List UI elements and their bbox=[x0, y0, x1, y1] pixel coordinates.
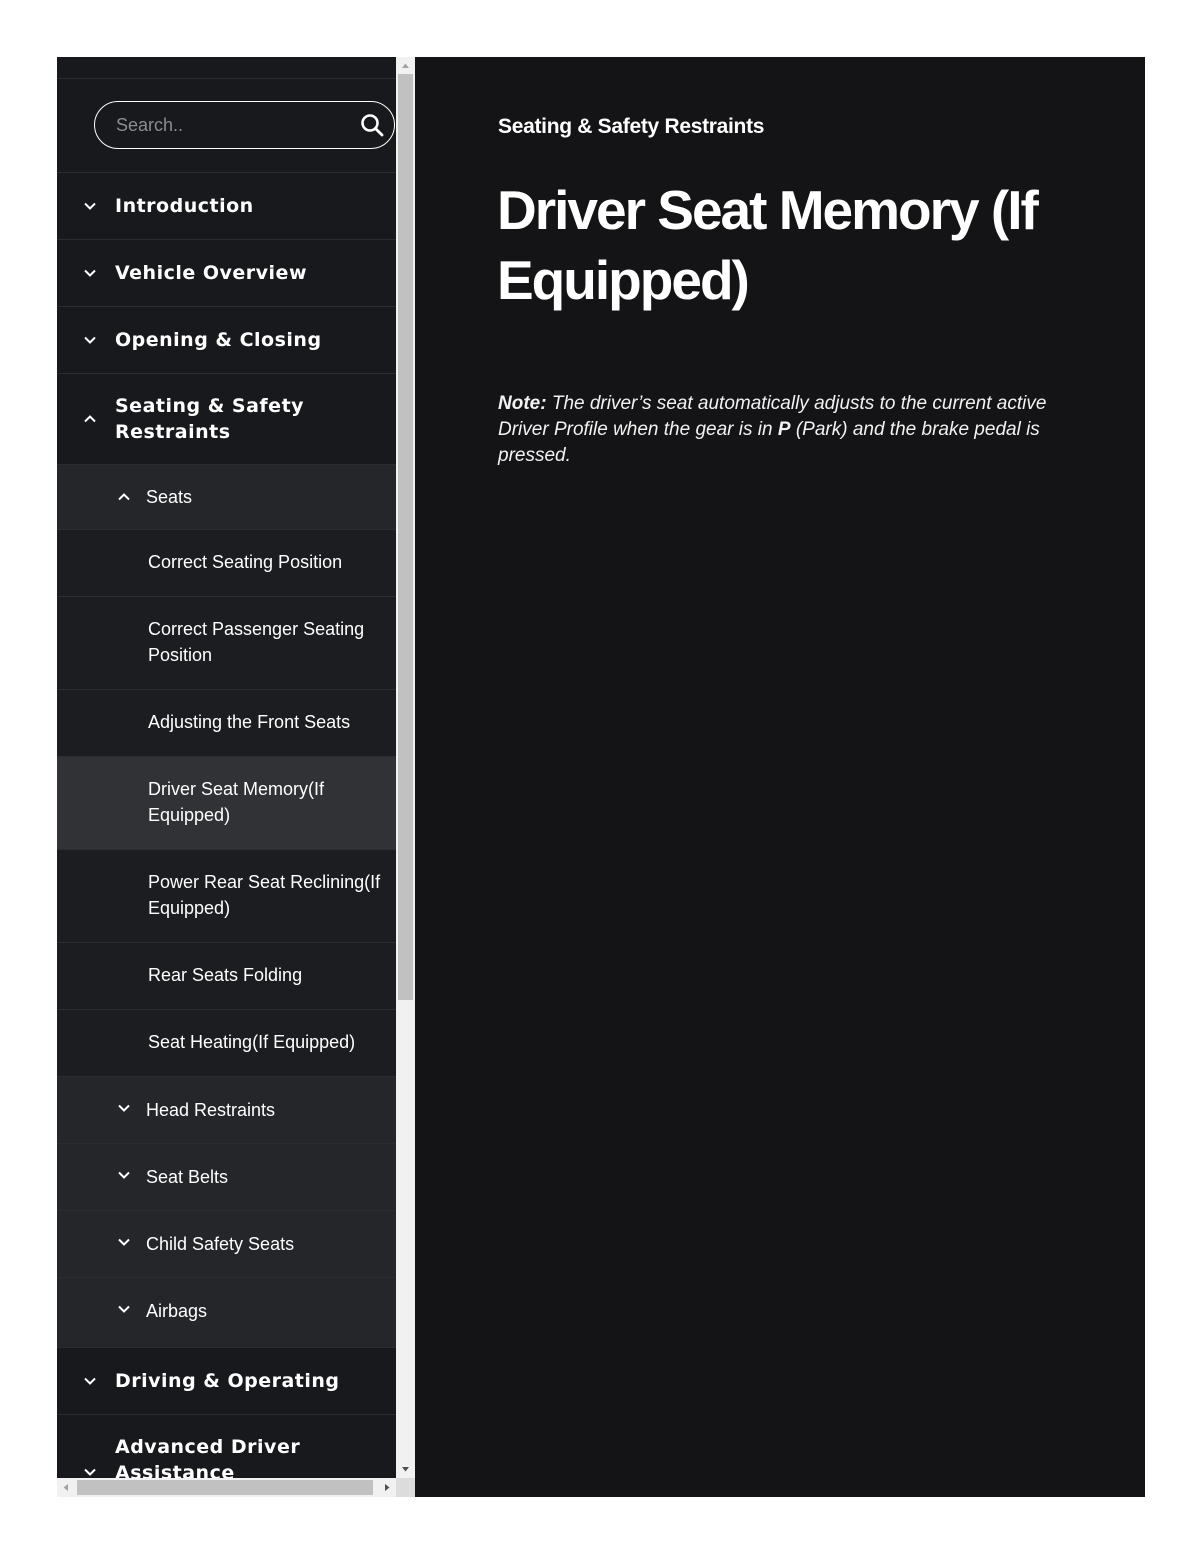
sidebar-item-seat-belts[interactable] bbox=[57, 1144, 396, 1211]
sidebar-item-label: Child Safety Seats bbox=[146, 1234, 295, 1254]
sidebar-item-label: Power Rear Seat Reclining(If Equipped) bbox=[148, 872, 381, 918]
sidebar-item-label: Head Restraints bbox=[146, 1100, 276, 1120]
chevron-down-icon bbox=[117, 1101, 131, 1115]
search-icon[interactable] bbox=[360, 113, 384, 137]
note-label: Note: bbox=[498, 393, 547, 414]
scrollbar-corner bbox=[396, 1478, 415, 1497]
sidebar-item-child-safety-seats[interactable] bbox=[57, 1211, 396, 1278]
sidebar-item-advanced-driver-assistance[interactable] bbox=[57, 1415, 396, 1478]
sidebar-nav bbox=[57, 57, 396, 1478]
sidebar-item-driver-seat-memory[interactable] bbox=[57, 757, 396, 850]
search-area bbox=[57, 79, 396, 173]
note-gear: P bbox=[777, 419, 791, 440]
sidebar-item-seats[interactable] bbox=[57, 465, 396, 530]
scroll-down-arrow-icon[interactable] bbox=[396, 1461, 415, 1478]
note-text-after: (Park) and the brake pedal is pressed. bbox=[498, 419, 1040, 466]
main-content bbox=[415, 57, 1145, 1497]
sidebar-item-label: Rear Seats Folding bbox=[148, 965, 303, 985]
chevron-down-icon bbox=[83, 266, 97, 280]
chevron-down-icon bbox=[117, 1302, 131, 1316]
chevron-down-icon bbox=[117, 1168, 131, 1182]
sidebar-item-seating-safety[interactable] bbox=[57, 374, 396, 465]
sidebar-item-label: Seat Belts bbox=[146, 1167, 229, 1187]
scroll-up-arrow-icon[interactable] bbox=[396, 57, 415, 74]
sidebar-item-power-rear-seat-reclining[interactable] bbox=[57, 850, 396, 943]
sidebar-item-correct-passenger-seating-position[interactable] bbox=[57, 597, 396, 690]
sidebar bbox=[57, 57, 415, 1497]
sidebar-item-label: Airbags bbox=[146, 1301, 208, 1321]
sidebar-item-label: Adjusting the Front Seats bbox=[148, 712, 351, 732]
chevron-down-icon bbox=[83, 333, 97, 347]
sidebar-item-airbags[interactable] bbox=[57, 1278, 396, 1348]
search-box[interactable] bbox=[94, 101, 395, 149]
sidebar-item-rear-seats-folding[interactable] bbox=[57, 943, 396, 1010]
sidebar-item-label: Seats bbox=[146, 487, 193, 507]
sidebar-item-label: Driver Seat Memory(If Equipped) bbox=[148, 779, 325, 825]
sidebar-item-head-restraints[interactable] bbox=[57, 1077, 396, 1144]
sidebar-item-opening-closing[interactable] bbox=[57, 307, 396, 374]
horizontal-scroll-thumb[interactable] bbox=[77, 1480, 373, 1495]
scroll-left-arrow-icon[interactable] bbox=[57, 1478, 74, 1497]
sidebar-item-vehicle-overview[interactable] bbox=[57, 240, 396, 307]
vertical-scroll-thumb[interactable] bbox=[398, 74, 413, 1000]
page-title: Driver Seat Memory (If Equipped) bbox=[497, 179, 1037, 311]
vertical-scrollbar[interactable] bbox=[396, 57, 415, 1478]
sidebar-item-correct-seating-position[interactable] bbox=[57, 530, 396, 597]
sidebar-item-label: Correct Seating Position bbox=[148, 552, 343, 572]
chevron-up-icon bbox=[117, 490, 131, 504]
sidebar-item-label: Seat Heating(If Equipped) bbox=[148, 1032, 356, 1052]
sidebar-item-label: Advanced Driver Assistance bbox=[115, 1436, 301, 1478]
sidebar-item-label: Vehicle Overview bbox=[115, 262, 307, 284]
sidebar-item-seat-heating[interactable] bbox=[57, 1010, 396, 1077]
chevron-down-icon bbox=[83, 1374, 97, 1388]
scroll-right-arrow-icon[interactable] bbox=[379, 1478, 396, 1497]
chevron-down-icon bbox=[83, 199, 97, 213]
sidebar-item-label: Seating & Safety Restraints bbox=[115, 395, 305, 443]
chevron-up-icon bbox=[83, 412, 97, 426]
horizontal-scrollbar[interactable] bbox=[57, 1478, 396, 1497]
note-text-before: The driver’s seat automatically adjusts to the current active Driver Profile when the gear is in bbox=[498, 393, 1047, 440]
breadcrumb[interactable]: Seating & Safety Restraints bbox=[498, 115, 765, 138]
sidebar-item-label: Correct Passenger Seating Position bbox=[148, 619, 365, 665]
sidebar-item-label: Opening & Closing bbox=[115, 329, 322, 351]
sidebar-item-adjusting-front-seats[interactable] bbox=[57, 690, 396, 757]
search-input[interactable] bbox=[114, 114, 348, 137]
sidebar-top-divider bbox=[57, 57, 396, 79]
note-paragraph bbox=[498, 391, 1088, 469]
chevron-down-icon bbox=[83, 1465, 97, 1478]
sidebar-item-introduction[interactable] bbox=[57, 173, 396, 240]
sidebar-item-label: Driving & Operating bbox=[115, 1370, 340, 1392]
sidebar-item-driving-operating[interactable] bbox=[57, 1348, 396, 1415]
sidebar-item-label: Introduction bbox=[115, 195, 254, 217]
chevron-down-icon bbox=[117, 1235, 131, 1249]
